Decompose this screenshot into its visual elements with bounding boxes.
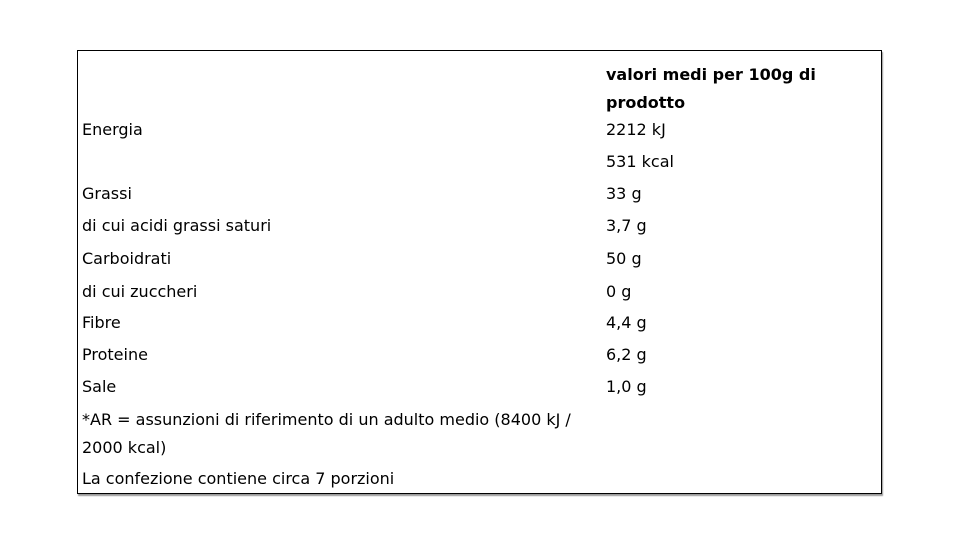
servings-note: La confezione contiene circa 7 porzioni (82, 469, 395, 488)
row-value-fat: 33 g (606, 184, 642, 203)
row-label-saturated-fat: di cui acidi grassi saturi (82, 216, 272, 235)
row-value-fibre: 4,4 g (606, 313, 647, 332)
row-value-energy-kj: 2212 kJ (606, 120, 666, 139)
row-label-fibre: Fibre (82, 313, 121, 332)
row-label-energy: Energia (82, 120, 143, 139)
row-value-carbohydrates: 50 g (606, 249, 642, 268)
nutrition-table (77, 50, 882, 494)
row-label-sugars: di cui zuccheri (82, 282, 198, 301)
row-value-protein: 6,2 g (606, 345, 647, 364)
reference-intake-note: *AR = assunzioni di riferimento di un adulto medio (8400 kJ / 2000 kcal) (82, 410, 571, 457)
row-label-carbohydrates: Carboidrati (82, 249, 172, 268)
row-value-energy-kcal: 531 kcal (606, 152, 674, 171)
row-label-salt: Sale (82, 377, 117, 396)
header-value: valori medi per 100g di prodotto (606, 65, 816, 112)
table-header-row (78, 51, 881, 115)
row-value-salt: 1,0 g (606, 377, 647, 396)
row-label-fat: Grassi (82, 184, 132, 203)
row-value-saturated-fat: 3,7 g (606, 216, 647, 235)
row-value-sugars: 0 g (606, 282, 632, 301)
row-label-protein: Proteine (82, 345, 148, 364)
